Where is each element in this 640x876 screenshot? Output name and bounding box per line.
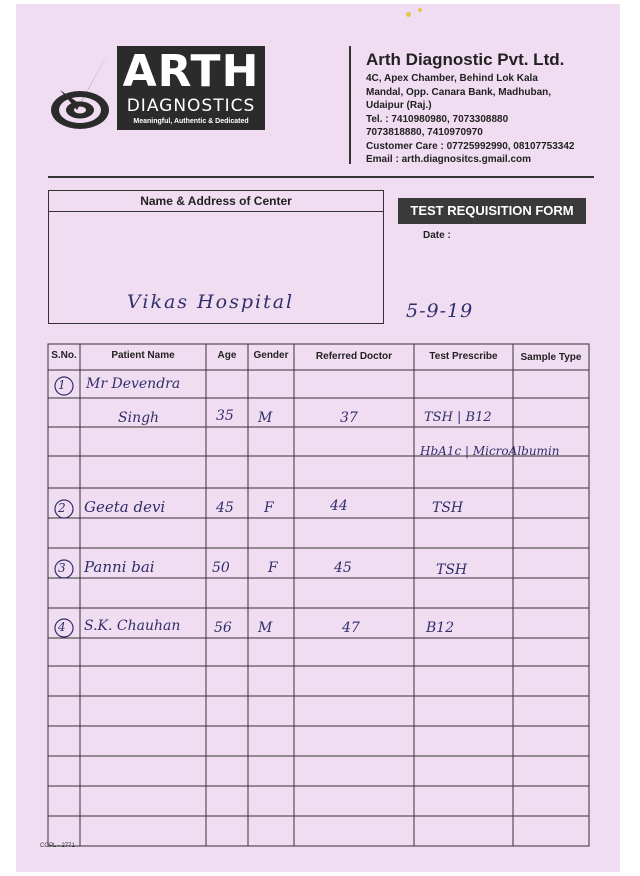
row2-age: 45 xyxy=(216,500,234,516)
row1-gender: M xyxy=(258,410,273,426)
row1-test-line1: TSH | B12 xyxy=(424,410,492,425)
customer-care-line: Customer Care : 07725992990, 08107753342 xyxy=(366,140,575,152)
row3-sno: 3 xyxy=(58,561,66,575)
company-name: Arth Diagnostic Pvt. Ltd. xyxy=(366,50,565,69)
row2-sno: 2 xyxy=(58,501,66,515)
header-test-prescribe: Test Prescribe xyxy=(429,351,498,362)
address-line: 4C, Apex Chamber, Behind Lok Kala xyxy=(366,73,538,84)
row3-name: Panni bai xyxy=(84,558,155,576)
row4-doctor: 47 xyxy=(342,620,360,636)
row3-doctor: 45 xyxy=(334,560,352,576)
email-line: Email : arth.diagnositcs.gmail.com xyxy=(366,154,532,165)
row4-gender: M xyxy=(258,620,273,636)
row4-sno: 4 xyxy=(58,620,66,634)
row1-name-line2: Singh xyxy=(118,410,160,426)
center-name: Vikas Hospital xyxy=(127,291,295,313)
header-patient-name: Patient Name xyxy=(111,350,175,361)
row1-test-line2: HbA1c | MicroAlbumin xyxy=(420,444,560,458)
form-title: TEST REQUISITION FORM xyxy=(398,198,586,224)
row4-name: S.K. Chauhan xyxy=(84,618,181,634)
form-code: COPL - 2771 xyxy=(40,843,75,849)
center-title: Name & Address of Center xyxy=(49,191,383,212)
row2-test: TSH xyxy=(432,500,464,516)
row3-age: 50 xyxy=(212,560,230,576)
header-sample-type: Sample Type xyxy=(520,352,582,363)
header-gender: Gender xyxy=(253,350,289,361)
row3-gender: F xyxy=(268,560,278,576)
row3-test: TSH xyxy=(436,562,468,578)
header-sno: S.No. xyxy=(51,350,77,361)
row1-name-line1: Mr Devendra xyxy=(86,376,181,392)
phone-line: 7073818880, 7410970970 xyxy=(366,127,483,138)
address-line: Mandal, Opp. Canara Bank, Madhuban, xyxy=(366,86,552,98)
date-value: 5-9-19 xyxy=(406,300,474,322)
header-age: Age xyxy=(217,350,237,361)
row1-age: 35 xyxy=(216,408,234,424)
row1-sno: 1 xyxy=(58,378,66,392)
row2-name: Geeta devi xyxy=(84,498,166,516)
logo-tagline: Meaningful, Authentic & Dedicated xyxy=(133,118,249,125)
date-label: Date : xyxy=(423,230,451,241)
row4-age: 56 xyxy=(214,620,232,636)
row4-test: B12 xyxy=(426,620,455,636)
row2-gender: F xyxy=(264,500,274,516)
row1-doctor: 37 xyxy=(340,410,358,426)
header-referred-doctor: Referred Doctor xyxy=(315,351,393,362)
phone-line: Tel. : 7410980980, 7073308880 xyxy=(366,113,509,125)
row2-doctor: 44 xyxy=(330,498,348,514)
logo-wordmark: ARTH xyxy=(122,46,260,97)
address-line: Udaipur (Raj.) xyxy=(366,100,432,111)
logo-subname: DIAGNOSTICS xyxy=(126,96,256,116)
